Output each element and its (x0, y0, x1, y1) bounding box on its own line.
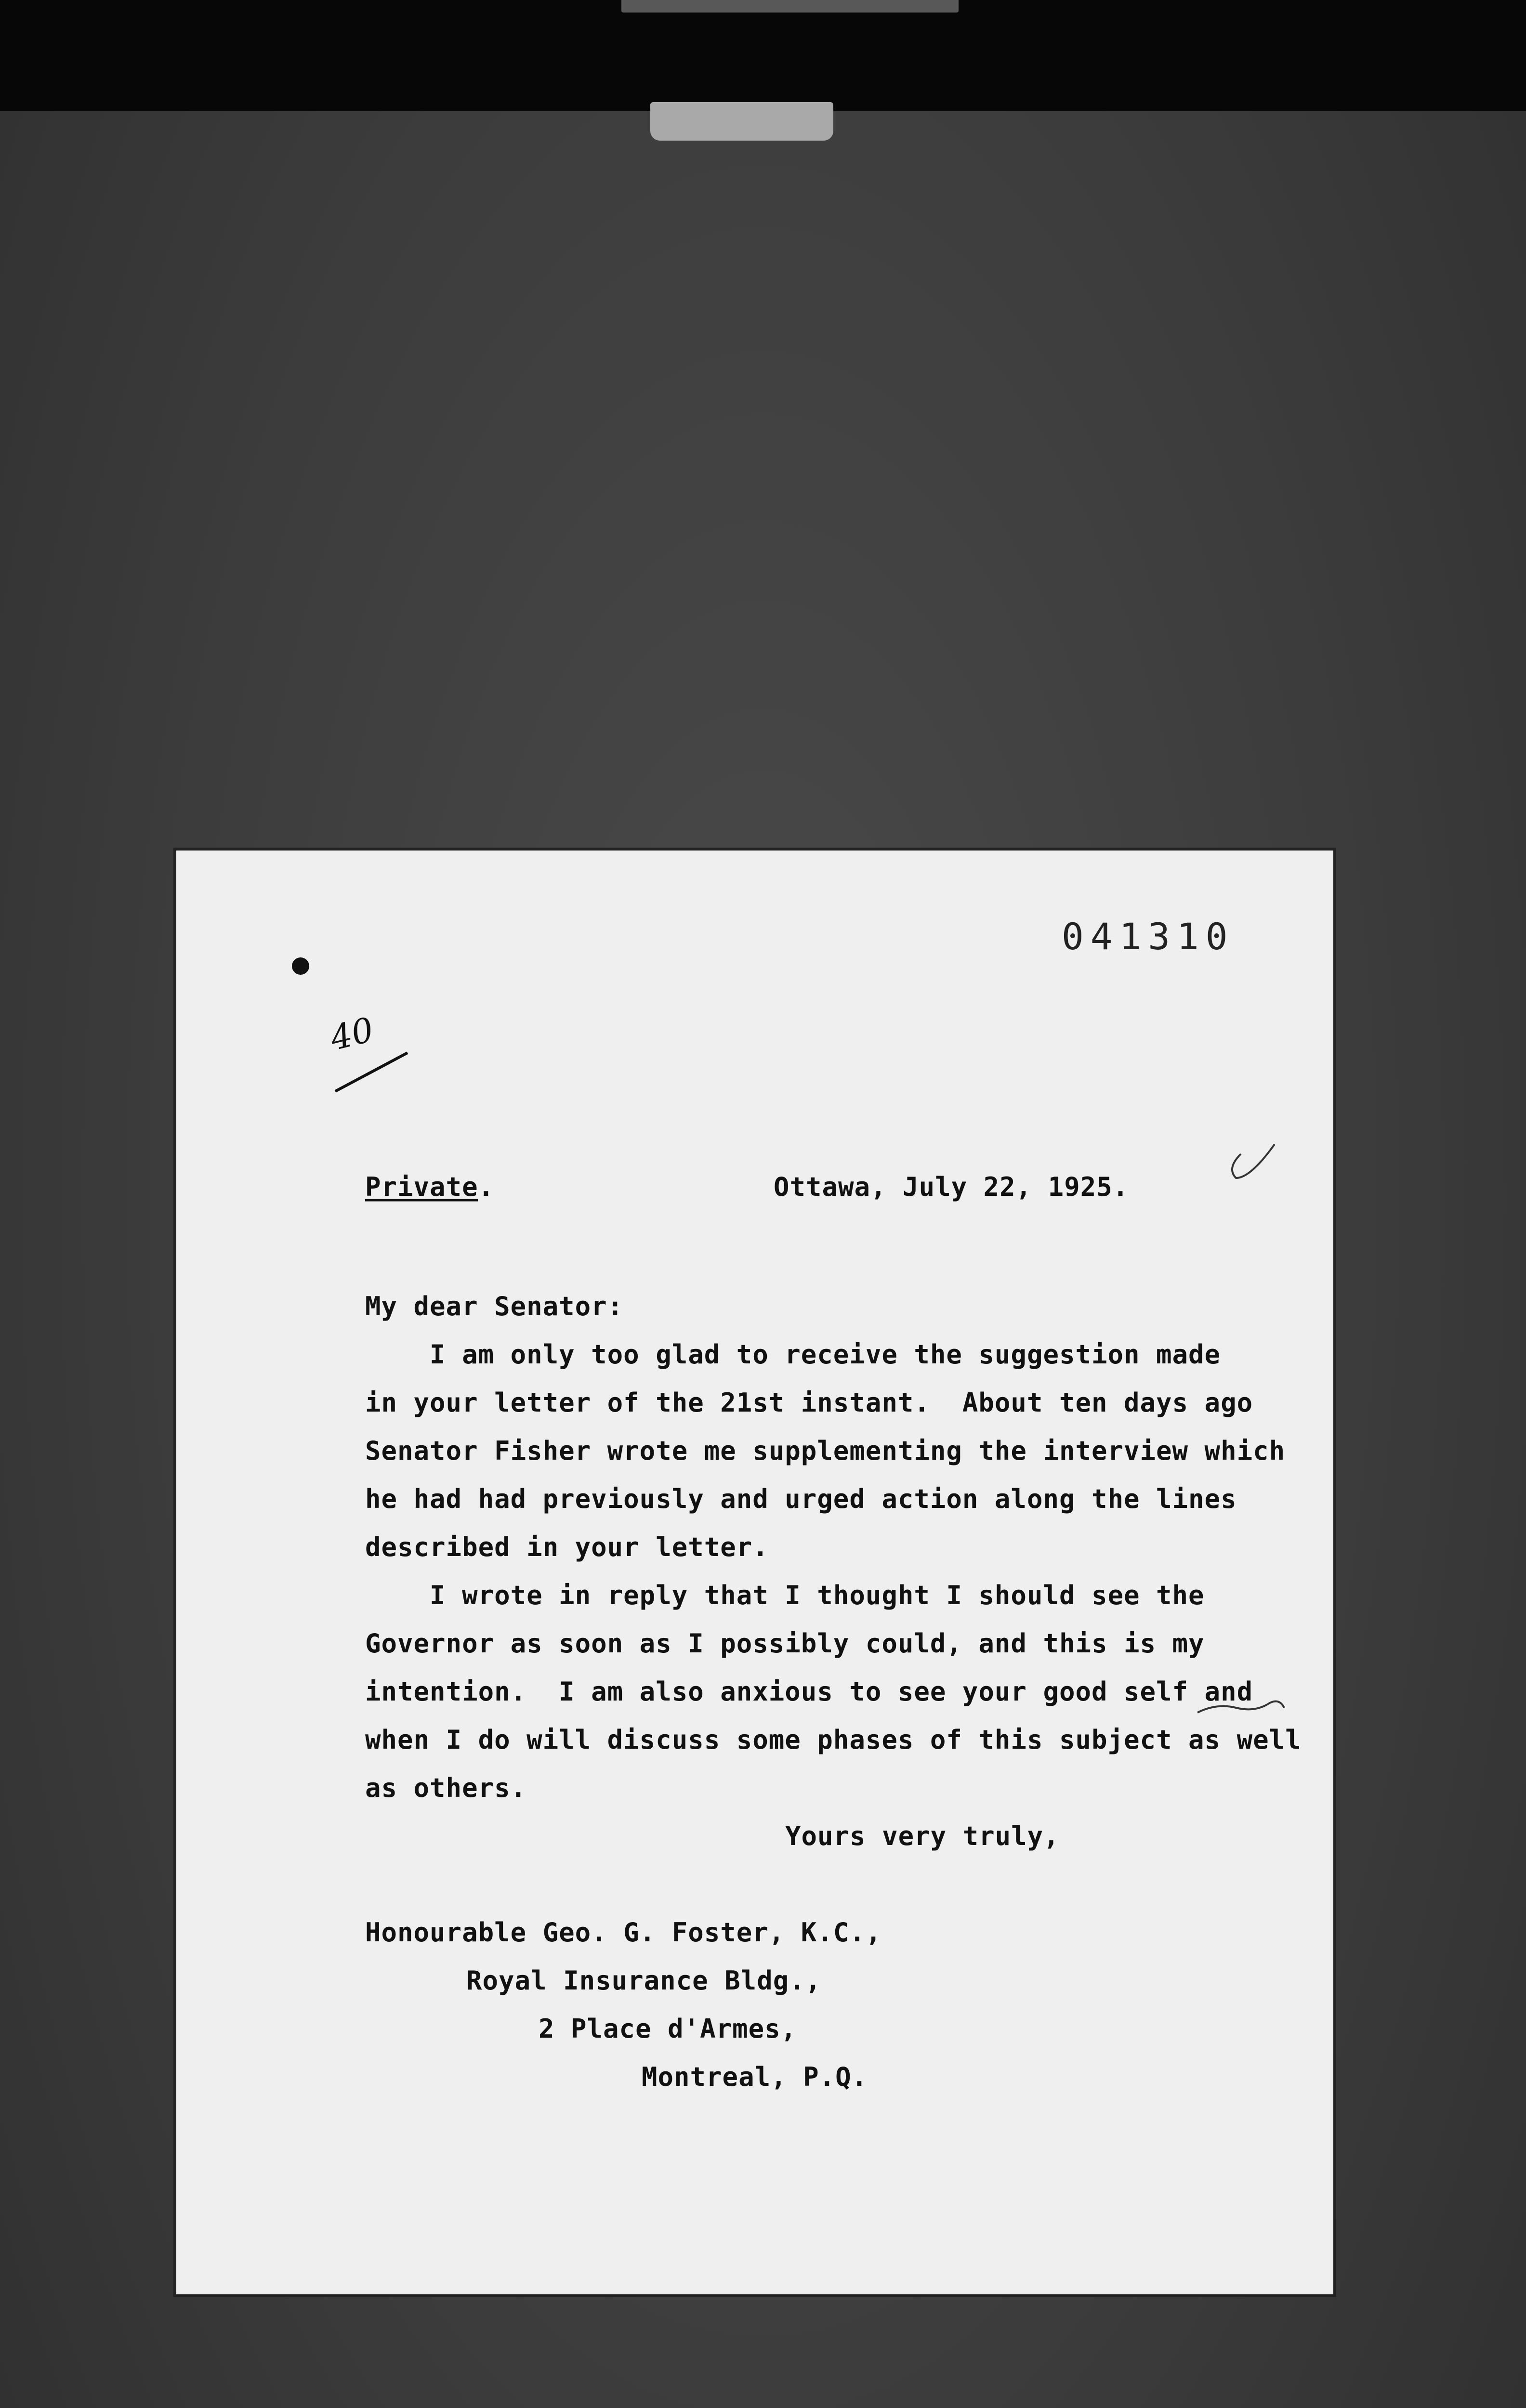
mark-underline (335, 1053, 408, 1091)
paper-clip (650, 102, 833, 141)
address-line: 2 Place d'Armes, (539, 2014, 797, 2044)
body-line: in your letter of the 21st instant. About ten days ago (365, 1387, 1253, 1418)
salutation: My dear Senator: (365, 1291, 624, 1322)
body-line: I wrote in reply that I thought I should see the (365, 1580, 1205, 1610)
body-line: when I do will discuss some phases of this subject as well (365, 1725, 1302, 1755)
handwritten-page-mark: 40 (326, 1009, 378, 1059)
heading-private: Private. (365, 1172, 495, 1202)
address-line: Montreal, P.Q. (642, 2062, 868, 2092)
letter-sheet (176, 851, 1333, 2294)
body-line: Governor as soon as I possibly could, and this is my (365, 1628, 1205, 1659)
document-number-stamp: 041310 (1062, 915, 1235, 958)
body-line: Senator Fisher wrote me supplementing the interview which (365, 1436, 1286, 1466)
body-line: described in your letter. (365, 1532, 769, 1562)
heading-place-date: Ottawa, July 22, 1925. (774, 1172, 1129, 1202)
body-line: I am only too glad to receive the suggestion made (365, 1339, 1221, 1370)
top-film-border (0, 0, 1526, 111)
address-line: Royal Insurance Bldg., (466, 1965, 822, 1996)
check-tick (1232, 1144, 1275, 1178)
body-line: he had had previously and urged action along the lines (365, 1484, 1237, 1514)
body-line: as others. (365, 1773, 527, 1803)
top-strip-smudge (621, 0, 959, 13)
body-line: intention. I am also anxious to see your good self and (365, 1676, 1253, 1707)
address-line: Honourable Geo. G. Foster, K.C., (365, 1917, 882, 1948)
closing: Yours very truly, (785, 1821, 1060, 1851)
ink-blot (292, 957, 309, 975)
